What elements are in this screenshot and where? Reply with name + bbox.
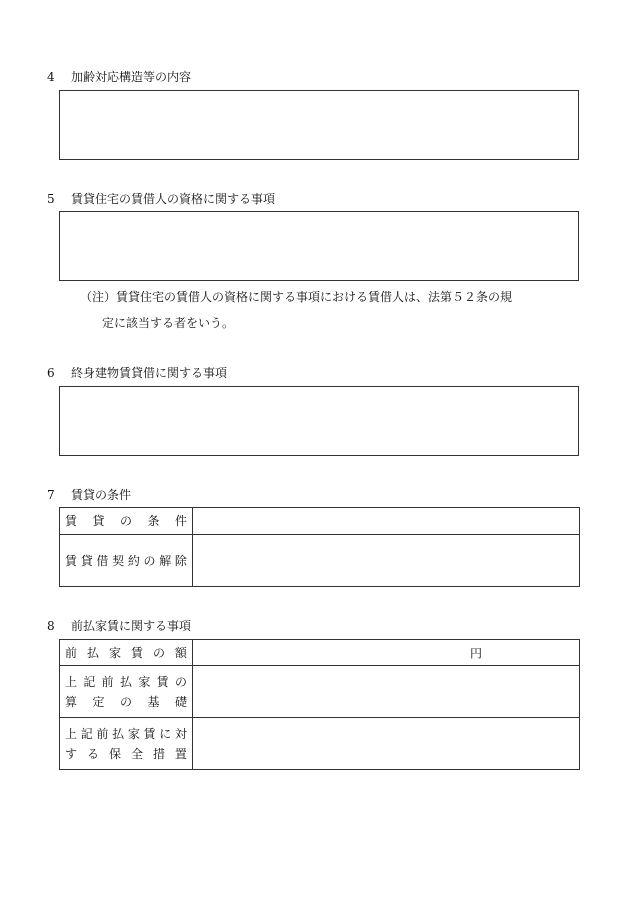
section-title: 加齢対応構造等の内容 [71, 70, 192, 84]
prepaid-rent-table [59, 639, 580, 770]
label-protection-measures-line1: 上 記 前 払 家 賃 に 対 [65, 726, 187, 741]
contract-termination-value[interactable] [193, 535, 580, 587]
section-6-heading [47, 364, 227, 381]
protection-measures-value[interactable] [193, 718, 580, 770]
section-number: 4 [47, 70, 55, 84]
section-5-heading [47, 190, 275, 207]
section-title: 賃貸住宅の賃借人の資格に関する事項 [71, 192, 276, 206]
table-row [60, 640, 580, 666]
section-number: 6 [47, 366, 55, 380]
prepaid-rent-amount-value[interactable] [193, 640, 580, 666]
note-line-2: 定に該当する者をいう。 [102, 316, 235, 330]
row-label [60, 640, 193, 666]
note-line-1: （注）賃貸住宅の賃借人の資格に関する事項における賃借人は、法第５２条の規 [80, 290, 513, 304]
section-number: 7 [47, 488, 55, 502]
section-5-note [80, 284, 590, 336]
table-row [60, 666, 580, 718]
row-label [60, 535, 193, 587]
section-6-field[interactable] [59, 386, 579, 456]
section-4-heading [47, 68, 191, 85]
section-7-heading [47, 486, 131, 503]
table-row [60, 535, 580, 587]
table-row [60, 718, 580, 770]
section-title: 終身建物賃貸借に関する事項 [71, 366, 228, 380]
label-calculation-basis-line2: 算 定 の 基 礎 [65, 694, 187, 709]
label-rental-conditions: 賃 貸 の 条 件 [65, 514, 187, 528]
yen-unit: 円 [470, 646, 483, 660]
section-title: 賃貸の条件 [71, 488, 132, 502]
table-row [60, 508, 580, 535]
section-title: 前払家賃に関する事項 [71, 619, 192, 633]
section-8-heading [47, 617, 191, 634]
label-calculation-basis-line1: 上 記 前 払 家 賃 の [65, 674, 187, 689]
row-label [60, 508, 193, 535]
label-prepaid-rent-amount: 前 払 家 賃 の 額 [65, 645, 187, 660]
section-5-field[interactable] [59, 211, 579, 281]
section-number: 5 [47, 192, 55, 206]
row-label [60, 666, 193, 718]
section-4-field[interactable] [59, 90, 579, 160]
rental-conditions-table [59, 507, 580, 587]
calculation-basis-value[interactable] [193, 666, 580, 718]
label-contract-termination: 賃 貸 借 契 約 の 解 除 [65, 553, 187, 568]
rental-conditions-value[interactable] [193, 508, 580, 535]
section-number: 8 [47, 619, 55, 633]
row-label [60, 718, 193, 770]
label-protection-measures-line2: す る 保 全 措 置 [65, 746, 187, 761]
